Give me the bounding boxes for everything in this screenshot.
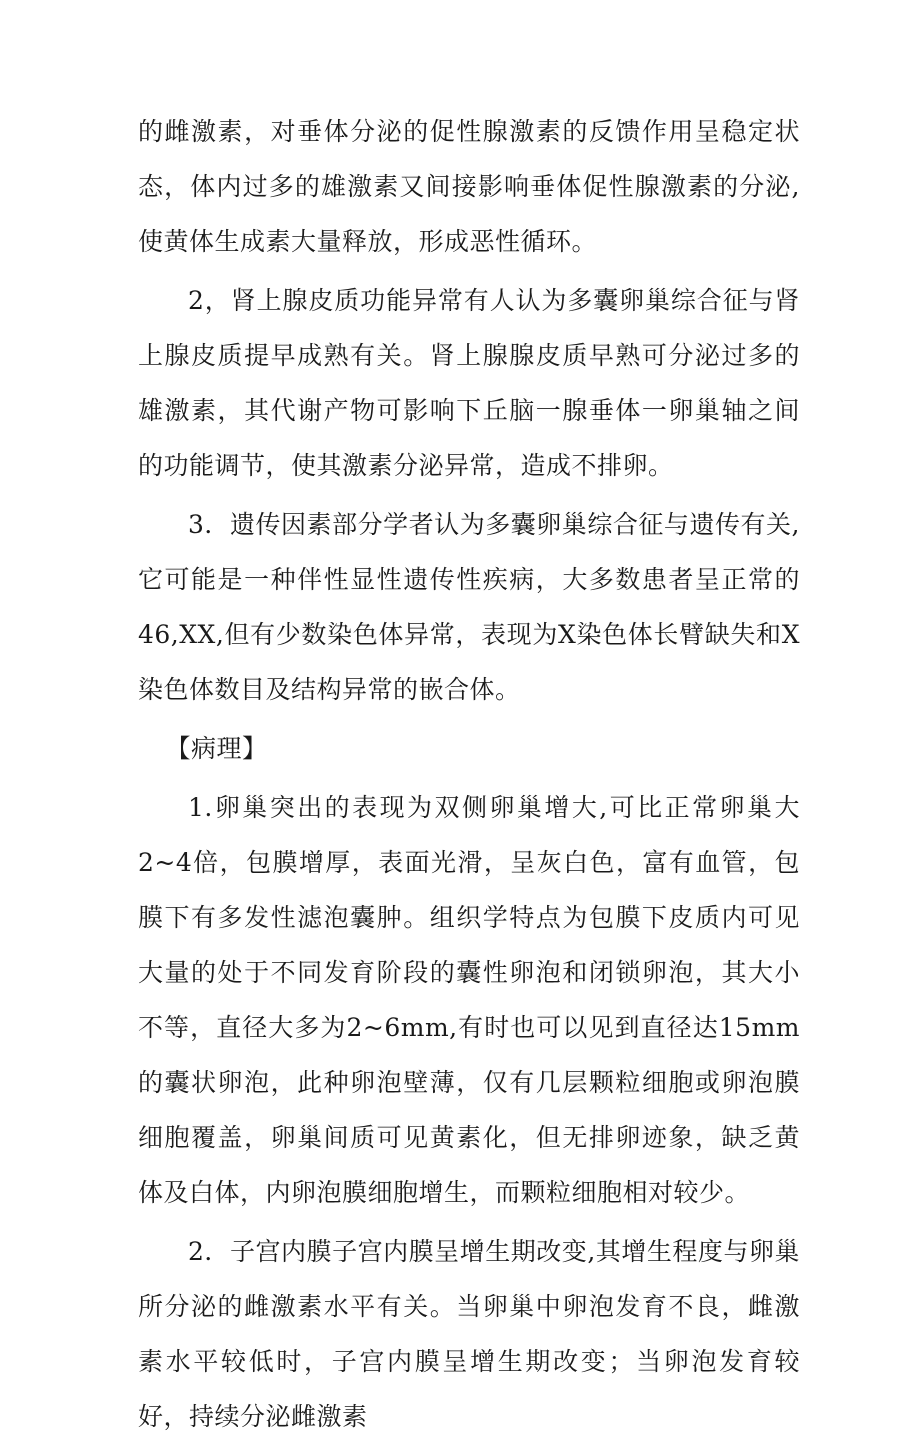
paragraph-endocrine-cycle: 的雌激素，对垂体分泌的促性腺激素的反馈作用呈稳定状态，体内过多的雄激素又间接影响垂体促性腺激素的分泌,使黄体生成素大量释放，形成恶性循环。 [138,117,800,256]
section-heading-pathology: 【病理】 [165,734,268,763]
paragraph-genetic-factors: 3．遗传因素部分学者认为多囊卵巢综合征与遗传有关,它可能是一种伴性显性遗传性疾病，大多数患者呈正常的46,XX,但有少数染色体异常，表现为X染色体长臂缺失和X染色体数目及结构异常的嵌合体。 [138,510,800,704]
paragraph-ovary-pathology: 1.卵巢突出的表现为双侧卵巢增大,可比正常卵巢大2~4倍，包膜增厚，表面光滑，呈灰白色，富有血管，包膜下有多发性滤泡囊肿。组织学特点为包膜下皮质内可见大量的处于不同发育阶段的囊性卵泡和闭锁卵泡，其大小不等，直径大多为2~6mm,有时也可以见到直径达15mm的囊状卵泡，此种卵泡壁薄，仅有几层颗粒细胞或卵泡膜细胞覆盖，卵巢间质可见黄素化，但无排卵迹象，缺乏黄体及白体，内卵泡膜细胞增生，而颗粒细胞相对较少。 [138,793,800,1207]
paragraph-endometrium: 2．子宫内膜子宫内膜呈增生期改变,其增生程度与卵巢所分泌的雌激素水平有关。当卵巢中卵泡发育不良，雌激素水平较低时，子宫内膜呈增生期改变；当卵泡发育较好，持续分泌雌激素 [138,1237,800,1431]
document-body [138,104,800,1448]
paragraph-adrenal-cortex: 2，肾上腺皮质功能异常有人认为多囊卵巢综合征与肾上腺皮质提早成熟有关。肾上腺腺皮质早熟可分泌过多的雄激素，其代谢产物可影响下丘脑一腺垂体一卵巢轴之间的功能调节，使其激素分泌异常，造成不排卵。 [138,286,800,480]
